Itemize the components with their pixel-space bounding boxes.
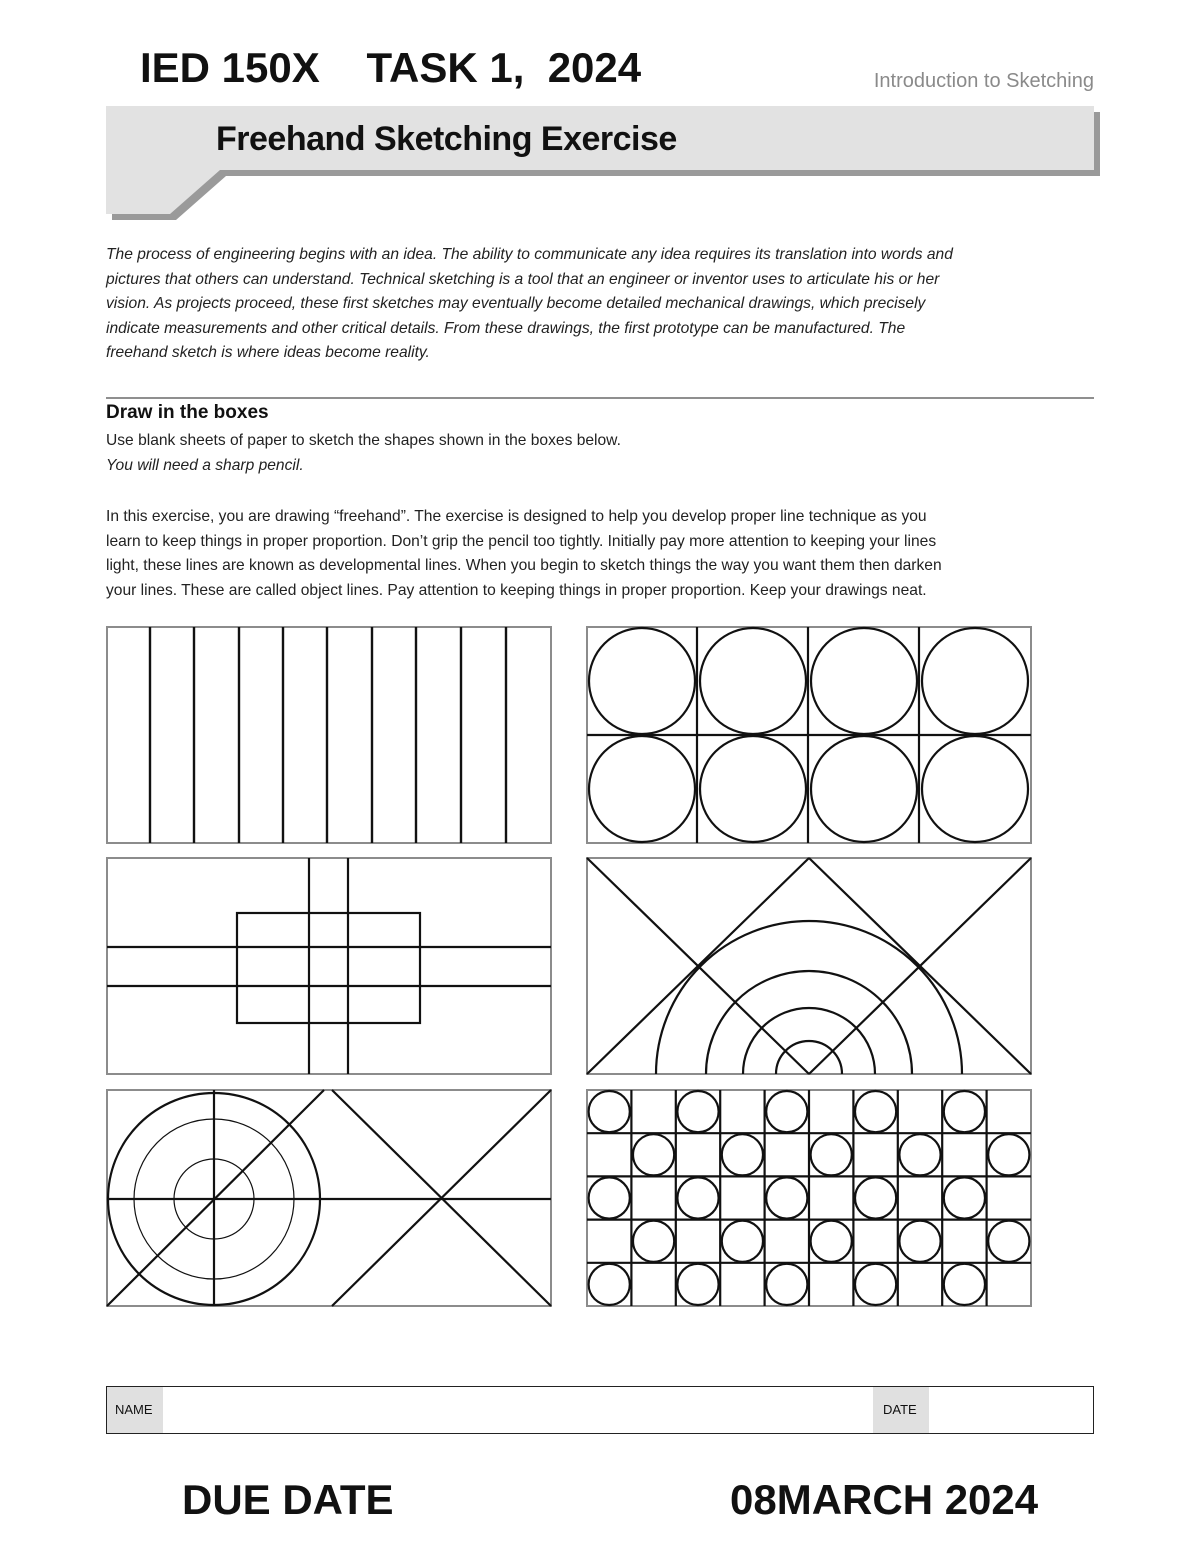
due-date-value: 08MARCH 2024 — [730, 1476, 1039, 1523]
checker-circle — [722, 1134, 763, 1175]
topic-label: Introduction to Sketching — [873, 70, 1094, 92]
checker-circle — [944, 1091, 985, 1132]
checker-circle — [811, 1134, 852, 1175]
sketch-box-cross-rectangle — [106, 857, 552, 1075]
checker-circle — [811, 1221, 852, 1262]
sketch-box-vertical-lines — [106, 626, 552, 844]
intro-paragraph: The process of engineering begins with an idea. The ability to communicate any idea requires its translation into words and pictures that others can understand. Technical sketching is a tool that an engineer or inventor uses to articulate his or her vision. As projects proceed, these first sketches may eventually become detailed mechanical drawings, which precisely indicate measurements and other critical details. From these drawings, the first prototype can be manufactured. The freehand sketch is where ideas become reality. — [106, 246, 953, 361]
date-label: DATE — [873, 1387, 929, 1433]
checker-circle — [766, 1264, 807, 1305]
checker-circle — [633, 1134, 674, 1175]
checker-circle — [589, 1091, 630, 1132]
sketch-box-target-diagonals — [106, 1089, 552, 1307]
checker-circle — [722, 1221, 763, 1262]
section-subtext: Use blank sheets of paper to sketch the shapes shown in the boxes below. — [106, 432, 621, 449]
checker-circle — [944, 1177, 985, 1218]
course-task-heading: IED 150X TASK 1, 2024 — [140, 44, 642, 91]
checker-circle — [988, 1134, 1029, 1175]
checker-circle — [677, 1177, 718, 1218]
checker-circle — [899, 1221, 940, 1262]
section-divider — [106, 397, 1094, 399]
checker-circle — [855, 1177, 896, 1218]
sketch-box-circle-grid — [586, 626, 1032, 844]
instructions-paragraph: In this exercise, you are drawing “freehand”. The exercise is designed to help you develop proper line technique as you learn to keep things in proper proportion. Don’t grip the pencil too tightly. Initially pay more attention to keeping your lines light, these lines are known as developmental lines. When you begin to sketch things the way you want them then darken your lines. These are called object lines. Pay attention to keeping things in proper proportion. Keep your drawings neat. — [106, 508, 942, 599]
checker-circle — [633, 1221, 674, 1262]
checker-circle — [766, 1091, 807, 1132]
due-date-label: DUE DATE — [182, 1476, 394, 1523]
checker-circle — [589, 1177, 630, 1218]
checker-circle — [899, 1134, 940, 1175]
sketch-box-arcs-triangle — [586, 857, 1032, 1075]
checker-circle — [589, 1264, 630, 1305]
checker-circle — [677, 1091, 718, 1132]
checker-circle — [988, 1221, 1029, 1262]
section-heading: Draw in the boxes — [106, 402, 269, 423]
page-title: Freehand Sketching Exercise — [216, 120, 677, 158]
checker-circle — [677, 1264, 718, 1305]
section-note: You will need a sharp pencil. — [106, 457, 304, 474]
sketch-box-circle-checkerboard — [586, 1089, 1032, 1307]
checker-circle — [766, 1177, 807, 1218]
name-label: NAME — [107, 1387, 163, 1433]
checker-circle — [855, 1264, 896, 1305]
checker-circle — [855, 1091, 896, 1132]
checker-circle — [944, 1264, 985, 1305]
name-date-row — [106, 1386, 1094, 1434]
